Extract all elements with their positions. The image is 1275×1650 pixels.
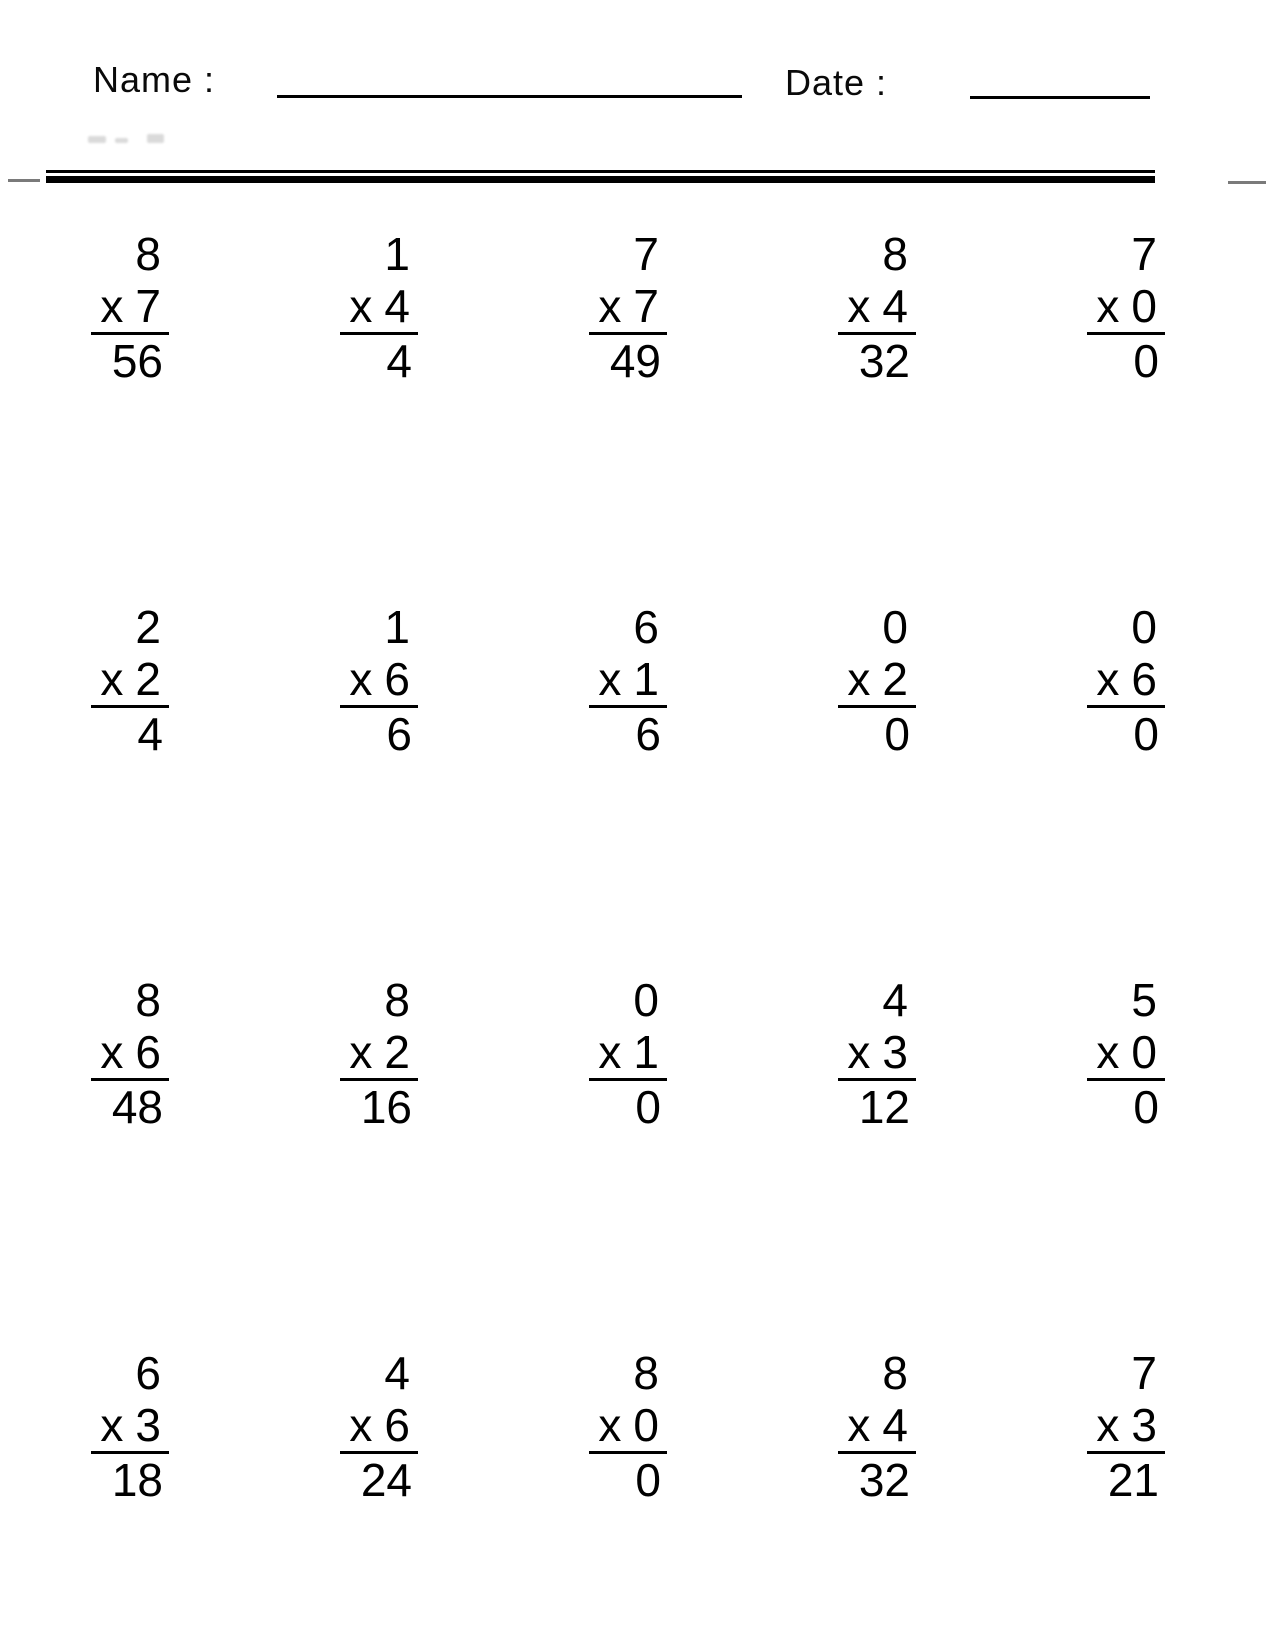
problem-cell <box>747 228 996 601</box>
multiplicand: 8 <box>633 1347 659 1399</box>
multiply-sign: x <box>598 1026 622 1078</box>
multiply-sign: x <box>100 1026 124 1078</box>
multiplier: 4 <box>384 280 410 332</box>
multiplication-problem <box>91 974 169 1133</box>
multiplicand: 0 <box>882 601 908 653</box>
multiplier: 3 <box>1131 1399 1157 1451</box>
multiplier-row <box>1087 1399 1165 1454</box>
multiply-sign: x <box>847 1399 871 1451</box>
multiplier: 1 <box>633 1026 659 1078</box>
multiplication-problem <box>589 228 667 387</box>
multiply-sign: x <box>847 280 871 332</box>
problem-cell <box>0 1347 249 1650</box>
multiplicand: 7 <box>1131 1347 1157 1399</box>
problem-cell <box>996 1347 1245 1650</box>
product: 32 <box>858 1454 910 1506</box>
problem-cell <box>249 974 498 1347</box>
multiplicand: 8 <box>882 228 908 280</box>
problem-cell <box>996 601 1245 974</box>
multiply-sign: x <box>100 280 124 332</box>
product: 0 <box>635 1081 661 1133</box>
multiply-sign: x <box>1096 1399 1120 1451</box>
product: 49 <box>609 335 661 387</box>
multiplication-problem <box>91 1347 169 1506</box>
multiplication-problem <box>91 228 169 387</box>
multiplication-problem <box>340 601 418 760</box>
multiply-sign: x <box>1096 280 1120 332</box>
product: 0 <box>635 1454 661 1506</box>
multiplicand: 6 <box>633 601 659 653</box>
multiply-sign: x <box>847 1026 871 1078</box>
multiply-sign: x <box>598 1399 622 1451</box>
product: 6 <box>635 708 661 760</box>
multiplication-problem <box>340 974 418 1133</box>
multiplication-problem <box>589 974 667 1133</box>
problem-cell <box>0 974 249 1347</box>
multiplier: 7 <box>633 280 659 332</box>
multiply-sign: x <box>100 653 124 705</box>
multiplicand: 4 <box>882 974 908 1026</box>
name-blank-line <box>277 95 742 98</box>
multiplication-problem <box>838 228 916 387</box>
multiply-sign: x <box>349 653 373 705</box>
multiplication-problem <box>1087 974 1165 1133</box>
multiply-sign: x <box>349 280 373 332</box>
multiplier-row <box>340 1399 418 1454</box>
multiplication-problem <box>340 1347 418 1506</box>
multiply-sign: x <box>349 1399 373 1451</box>
multiplication-problem <box>91 601 169 760</box>
multiplier: 3 <box>882 1026 908 1078</box>
multiplier-row <box>838 280 916 335</box>
date-blank-line <box>970 96 1150 99</box>
multiplicand: 8 <box>384 974 410 1026</box>
multiply-sign: x <box>598 280 622 332</box>
multiplication-problem <box>1087 228 1165 387</box>
multiplier-row <box>1087 653 1165 708</box>
multiplication-problem <box>838 974 916 1133</box>
problem-cell <box>498 1347 747 1650</box>
multiplication-problem <box>1087 1347 1165 1506</box>
multiplication-problem <box>589 601 667 760</box>
multiplier-row <box>589 280 667 335</box>
multiplication-problem <box>838 601 916 760</box>
product: 21 <box>1107 1454 1159 1506</box>
multiplier-row <box>838 1399 916 1454</box>
name-label: Name : <box>93 59 216 100</box>
problem-cell <box>498 974 747 1347</box>
product: 32 <box>858 335 910 387</box>
multiplier: 6 <box>384 1399 410 1451</box>
multiplier: 6 <box>1131 653 1157 705</box>
product: 6 <box>386 708 412 760</box>
multiplicand: 1 <box>384 601 410 653</box>
multiplier-row <box>589 1399 667 1454</box>
multiplier: 2 <box>384 1026 410 1078</box>
product: 0 <box>1133 1081 1159 1133</box>
problem-cell <box>747 974 996 1347</box>
multiplier-row <box>1087 280 1165 335</box>
multiplier: 7 <box>135 280 161 332</box>
multiplication-problem <box>589 1347 667 1506</box>
product: 0 <box>1133 708 1159 760</box>
problem-cell <box>996 974 1245 1347</box>
multiplicand: 8 <box>882 1347 908 1399</box>
problem-cell <box>249 601 498 974</box>
multiplier-row <box>838 653 916 708</box>
multiplier: 1 <box>633 653 659 705</box>
product: 56 <box>111 335 163 387</box>
multiply-sign: x <box>100 1399 124 1451</box>
multiplicand: 0 <box>1131 601 1157 653</box>
multiply-sign: x <box>349 1026 373 1078</box>
multiply-sign: x <box>1096 653 1120 705</box>
multiplier-row <box>589 653 667 708</box>
problem-cell <box>0 228 249 601</box>
multiplier-row <box>1087 1026 1165 1081</box>
multiplicand: 6 <box>135 1347 161 1399</box>
product: 16 <box>360 1081 412 1133</box>
divider-edge-dash-left <box>8 179 40 182</box>
multiplicand: 8 <box>135 228 161 280</box>
multiplicand: 4 <box>384 1347 410 1399</box>
product: 0 <box>1133 335 1159 387</box>
multiplier: 4 <box>882 1399 908 1451</box>
product: 18 <box>111 1454 163 1506</box>
problem-cell <box>996 228 1245 601</box>
multiply-sign: x <box>1096 1026 1120 1078</box>
multiplier-row <box>340 653 418 708</box>
multiplication-problem <box>1087 601 1165 760</box>
multiplicand: 7 <box>633 228 659 280</box>
multiplier-row <box>340 280 418 335</box>
multiplier: 6 <box>384 653 410 705</box>
multiplicand: 0 <box>633 974 659 1026</box>
problem-cell <box>249 1347 498 1650</box>
product: 4 <box>386 335 412 387</box>
product: 24 <box>360 1454 412 1506</box>
divider-edge-dash-right <box>1228 181 1266 184</box>
product: 12 <box>858 1081 910 1133</box>
multiplication-problem <box>838 1347 916 1506</box>
multiplier-row <box>589 1026 667 1081</box>
multiplier-row <box>91 280 169 335</box>
product: 48 <box>111 1081 163 1133</box>
multiplicand: 8 <box>135 974 161 1026</box>
multiplier-row <box>91 653 169 708</box>
problem-cell <box>498 228 747 601</box>
multiplier: 0 <box>633 1399 659 1451</box>
multiplier: 6 <box>135 1026 161 1078</box>
multiplier: 2 <box>135 653 161 705</box>
multiplicand: 2 <box>135 601 161 653</box>
multiplier: 4 <box>882 280 908 332</box>
problems-grid <box>0 228 1245 1650</box>
multiply-sign: x <box>847 653 871 705</box>
multiplier: 2 <box>882 653 908 705</box>
multiplier-row <box>838 1026 916 1081</box>
multiplicand: 1 <box>384 228 410 280</box>
date-label: Date : <box>785 62 888 103</box>
product: 0 <box>884 708 910 760</box>
multiply-sign: x <box>598 653 622 705</box>
faded-print-artifact <box>85 130 195 148</box>
multiplier-row <box>91 1026 169 1081</box>
multiplicand: 5 <box>1131 974 1157 1026</box>
multiplier-row <box>340 1026 418 1081</box>
multiplier: 3 <box>135 1399 161 1451</box>
problem-cell <box>249 228 498 601</box>
problem-cell <box>0 601 249 974</box>
divider-double-rule <box>46 170 1155 183</box>
product: 4 <box>137 708 163 760</box>
multiplicand: 7 <box>1131 228 1157 280</box>
multiplication-problem <box>340 228 418 387</box>
problem-cell <box>747 1347 996 1650</box>
problem-cell <box>498 601 747 974</box>
multiplier-row <box>91 1399 169 1454</box>
multiplier: 0 <box>1131 1026 1157 1078</box>
multiplier: 0 <box>1131 280 1157 332</box>
problem-cell <box>747 601 996 974</box>
